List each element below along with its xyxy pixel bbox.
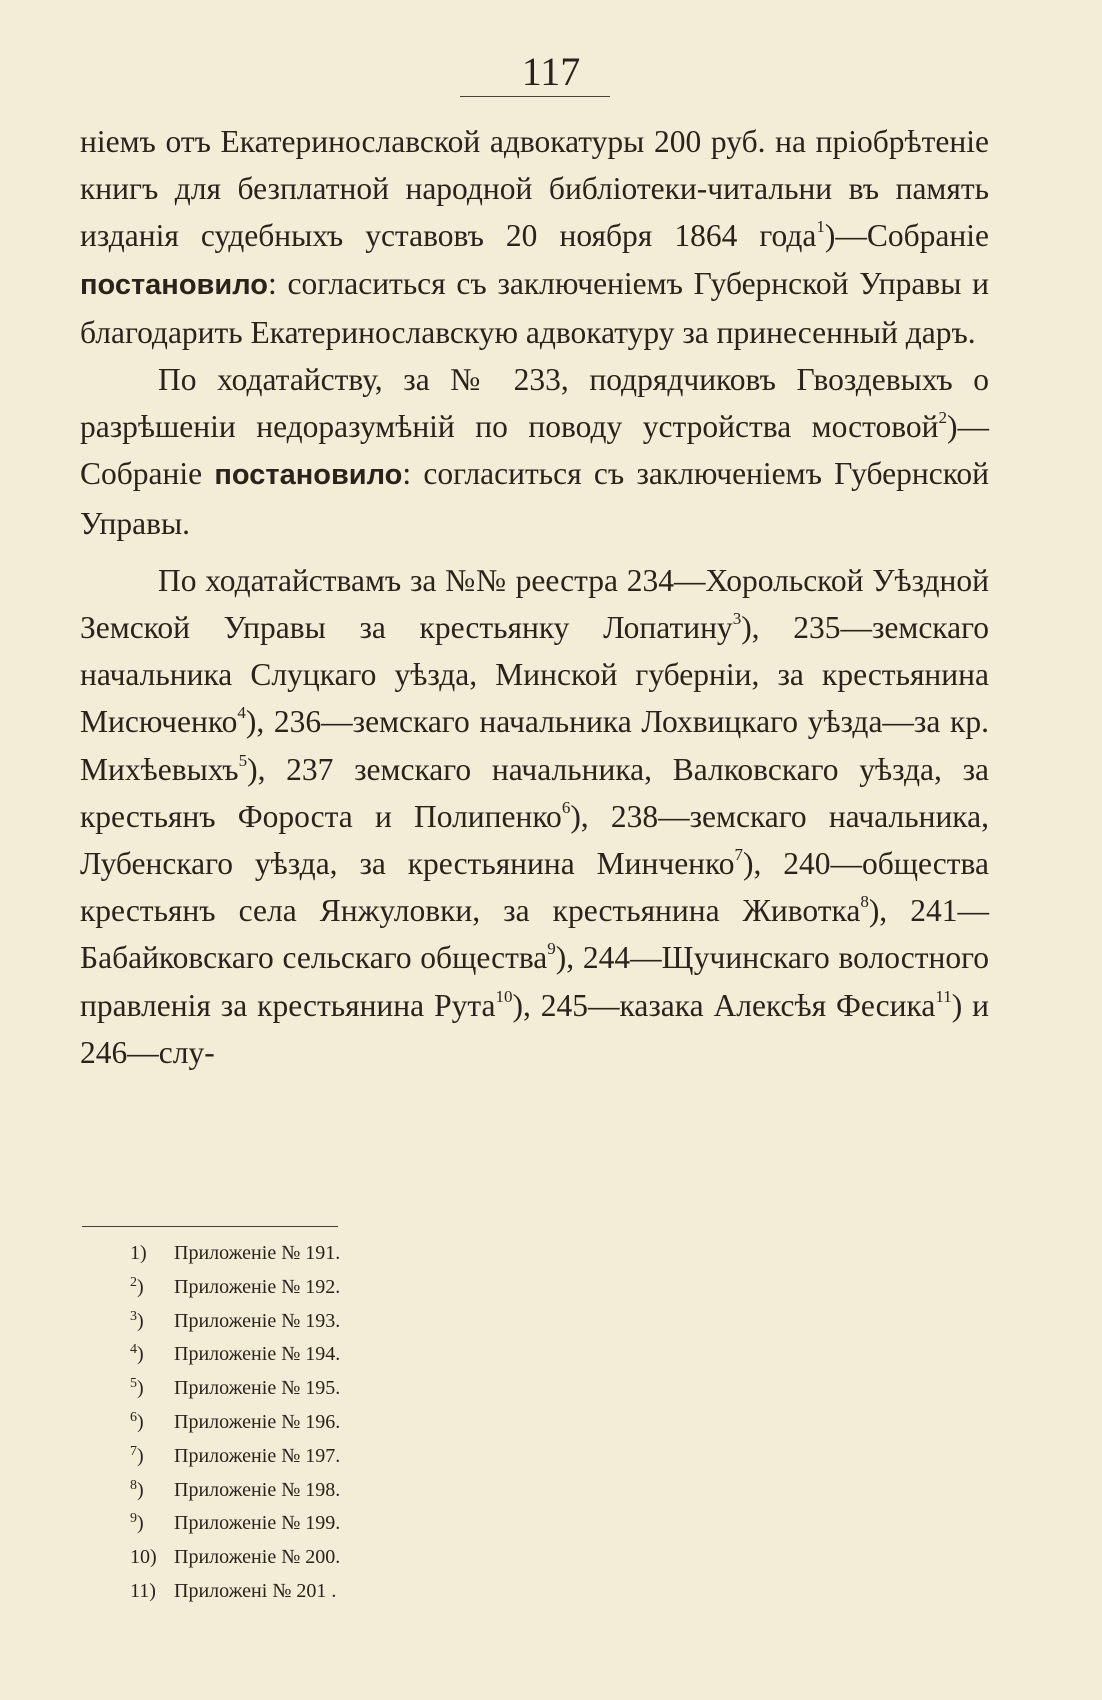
text-run: : согласиться съ заключеніемъ Губернской Управы. [80,456,990,541]
text-run: ), 244—Щучинскаго волостного правленія за крестьянина Рута [80,940,989,1023]
text-run: ), 240—общества крестьянъ села Янжуловки, за крестьянина Животка [80,846,989,929]
footnote-text: Приложеніе № 194. [174,1343,341,1366]
footnote-text: Приложеніе № 195. [174,1377,341,1400]
footnote-ref: 8 [860,892,869,912]
footnote-rule [82,1226,338,1227]
text-run: ніемъ отъ Екатеринославской адвокатуры 200 руб. на пріобрѣтеніе книгъ для безплатной народной библіотеки-читальни въ память изданія судебныхъ уставовъ 20 ноября 1864 года [80,124,989,254]
footnote-number: 11) [130,1579,156,1602]
footnote-number-value: 8 [130,1477,137,1493]
footnote [130,1575,730,1609]
footnote-ref: 5 [238,750,248,770]
footnote [130,1305,730,1339]
text-run: ), 238—земскаго начальника, Лубенскаго уѣзда, за крестьянина Минченко [80,798,989,882]
footnote-number: $^4$) [130,1342,144,1366]
text-run: ), 236—земскаго начальника Лохвицкаго уѣзда—за кр. Михѣевыхъ [80,704,989,787]
footnote [130,1507,730,1541]
text-run: ), 245—казака Алексѣя Фесика [512,987,936,1023]
footnote-text: Приложеніе № 200. [174,1546,341,1569]
footnote-number: $^6$) [130,1409,144,1433]
footnote-number-value: 10 [130,1546,150,1569]
footnote-number: $^8$) [130,1477,144,1501]
footnote-ref: 1 [816,217,825,237]
footnote-number-value: 1 [130,1242,140,1264]
footnote-text: Приложеніе № 192. [174,1275,341,1298]
footnote [130,1271,730,1305]
footnote-ref: 9 [547,939,556,959]
text-run: ), 237 земскаго начальника, Валковскаго уѣзда, за крестьянъ Фороста и Полипенко [80,751,989,834]
footnote [130,1474,730,1508]
footnote-text: Приложеніе № 193. [174,1309,341,1332]
footnote-ref: 11 [935,986,952,1006]
footnote-ref: 3 [732,609,742,629]
text-run: По ходатайствамъ за №№ реестра 234—Хорольской Уѣздной Земской Управы за крестьянку Лопатину [80,562,989,646]
footnote-ref: 6 [561,797,571,817]
text-run: ), 241—Бабайковскаго сельскаго общества [80,893,989,976]
footnote-text: Приложені № 201 . [174,1579,337,1602]
footnote-number: $^2$) [130,1274,144,1298]
emphasis-text: постановило [214,459,403,492]
footnote [130,1372,730,1406]
body-text [80,118,989,1076]
footnote-number-value: 2 [130,1274,137,1290]
paragraph [80,356,989,547]
page-number-rule [460,96,610,97]
footnote-number-value: 3 [130,1308,137,1324]
footnote-ref: 10 [495,986,513,1006]
footnote-number-value: 11 [130,1579,150,1602]
footnote-number-value: 6 [130,1409,137,1425]
footnote-number: $^7$) [130,1443,144,1467]
text-run: : согласиться съ заключеніемъ Губернской Управы и благодарить Екатеринославскую адвокатуру за принесенный даръ. [80,265,989,350]
footnote-ref: 4 [237,703,246,723]
footnote-text: Приложеніе № 197. [174,1444,341,1467]
text-run: )—Собраніе [824,218,989,254]
footnote-number: 1) [130,1242,147,1264]
footnote-number: $^5$) [130,1376,144,1400]
footnote-number-value: 9 [130,1511,137,1527]
paragraph [80,557,989,1076]
emphasis-text: постановило [80,268,268,301]
footnote [130,1237,730,1271]
footnote-number-value: 5 [130,1376,137,1392]
paragraph [80,118,989,356]
footnote-number-value: 4 [130,1342,137,1358]
footnote [130,1338,730,1372]
footnote-text: Приложеніе № 199. [174,1512,341,1535]
footnote [130,1541,730,1575]
footnote-number: $^3$) [130,1308,144,1332]
footnote [130,1440,730,1474]
footnote-number-value: 7 [130,1443,137,1459]
footnote-text: Приложеніе № 196. [174,1410,341,1433]
text-run: По ходатайству, за № 233, подрядчиковъ Гвоздевыхъ о разрѣшеніи недоразумѣній по поводу устройства мостовой [80,362,989,445]
footnote [130,1406,730,1440]
footnotes [130,1237,730,1609]
footnote-text: Приложеніе № 191. [174,1242,341,1264]
text-run: ) и 246—слу- [80,987,989,1070]
footnote-number: $^9$) [130,1511,144,1535]
footnote-ref: 7 [734,845,743,865]
footnote-ref: 2 [938,408,947,428]
footnote-number: 10) [130,1546,157,1569]
footnote-text: Приложеніе № 198. [174,1478,341,1501]
page-number: 117 [521,49,581,94]
text-run: ), 235—земскаго начальника Слуцкаго уѣзда, Минской губерніи, за крестьянина Мисюченко [80,610,989,740]
text-run: )—Собраніе [80,409,989,492]
